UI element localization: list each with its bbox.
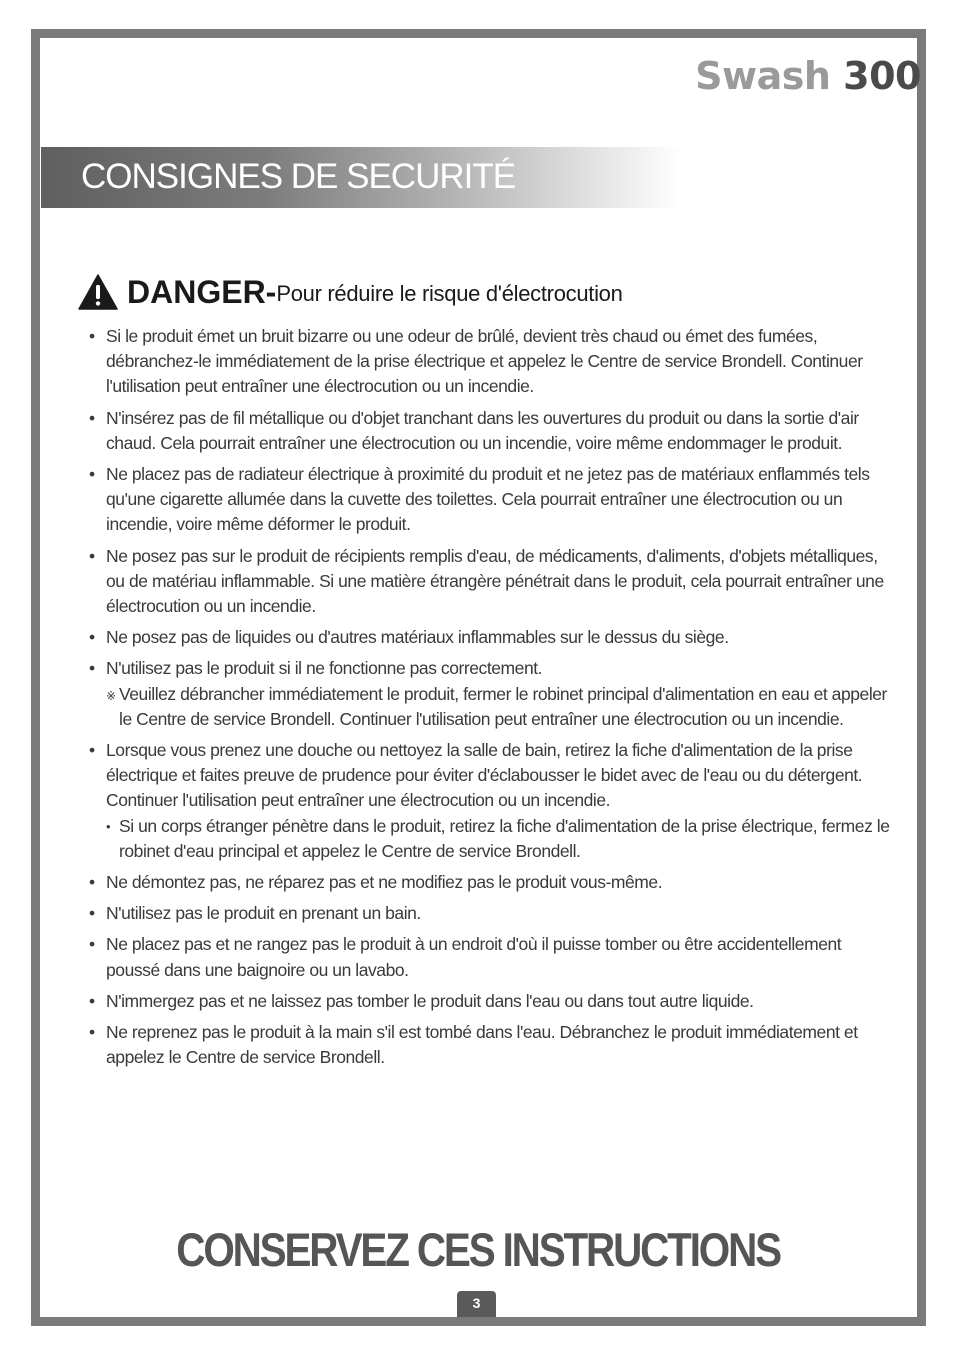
danger-subtitle: Pour réduire le risque d'électrocution bbox=[276, 281, 623, 306]
list-item: • Lorsque vous prenez une douche ou nettoyez la salle de bain, retirez la fiche d'alimentation de la prise électrique et faites preuve de prudence pour éviter d'éclabousser le bidet avec de l'eau ou du détergent. Continuer l'utilisation peut entraîner une électrocution ou un incendie. • Si un corps étranger pénètre dans le produit, retirez la fiche d'alimentation de la prise électrique, fermez le robinet d'eau principal et appelez le Centre de service Brondell. bbox=[89, 738, 899, 864]
footer-title: CONSERVEZ CES INSTRUCTIONS bbox=[176, 1223, 780, 1276]
list-item: • N'utilisez pas le produit si il ne fonctionne pas correctement. ※ Veuillez débrancher immédiatement le produit, fermer le robinet principal d'alimentation en eau et appeler le Centre de service Brondell. Continuer l'utilisation peut entraîner une électrocution ou un incendie. bbox=[89, 656, 899, 732]
list-item: • N'immergez pas et ne laissez pas tomber le produit dans l'eau ou dans tout autre liquide. bbox=[89, 989, 899, 1014]
list-item-sub: • Si un corps étranger pénètre dans le produit, retirez la fiche d'alimentation de la prise électrique, fermez le robinet d'eau principal et appelez le Centre de service Brondell. bbox=[106, 815, 890, 861]
list-item: • Ne reprenez pas le produit à la main s'il est tombé dans l'eau. Débranchez le produit immédiatement et appelez le Centre de service Brondell. bbox=[89, 1020, 899, 1070]
warning-triangle-icon bbox=[78, 274, 118, 310]
brand-name: Swash bbox=[695, 54, 831, 98]
brand-model: 300 bbox=[843, 54, 921, 98]
list-item-note: ※ Veuillez débrancher immédiatement le produit, fermer le robinet principal d'alimentation en eau et appeler le Centre de service Brondell. Continuer l'utilisation peut entraîner une électrocution ou un incendie. bbox=[106, 683, 887, 729]
section-banner bbox=[41, 147, 681, 208]
list-item: • Ne placez pas de radiateur électrique à proximité du produit et ne jetez pas de matériaux enflammés tels qu'une cigarette allumée dans la cuvette des toilettes. Cela pourrait entraîner une électrocution ou un incendie, voire même déformer le produit. bbox=[89, 462, 899, 538]
list-item: • Si le produit émet un bruit bizarre ou une odeur de brûlé, devient très chaud ou émet des fumées, débranchez-le immédiatement de la prise électrique et appelez le Centre de service Brondell. Continuer l'utilisation peut entraîner une électrocution ou un incendie. bbox=[89, 324, 899, 400]
danger-heading bbox=[78, 270, 623, 310]
list-item: • Ne placez pas et ne rangez pas le produit à un endroit d'où il puisse tomber ou être accidentellement poussé dans une baignoire ou un lavabo. bbox=[89, 932, 899, 982]
safety-list bbox=[89, 324, 899, 1076]
sub-bullet: • bbox=[106, 818, 111, 834]
list-item: • N'utilisez pas le produit en prenant un bain. bbox=[89, 901, 899, 926]
list-item: • Ne démontez pas, ne réparez pas et ne modifiez pas le produit vous-même. bbox=[89, 870, 899, 895]
page-number: 3 bbox=[457, 1291, 496, 1317]
list-item: • Ne posez pas de liquides ou d'autres matériaux inflammables sur le dessus du siège. bbox=[89, 625, 899, 650]
list-item: • Ne posez pas sur le produit de récipients remplis d'eau, de médicaments, d'aliments, d'objets métalliques, ou de matériau inflammable. Si une matière étrangère pénétrait dans le produit, cela pourrait entraîner une électrocution ou un incendie. bbox=[89, 544, 899, 620]
note-mark: ※ bbox=[106, 688, 116, 703]
section-title: CONSIGNES DE SECURITÉ bbox=[81, 157, 516, 196]
danger-label: DANGER- bbox=[127, 274, 277, 310]
brand-logo bbox=[695, 54, 921, 98]
list-item: • N'insérez pas de fil métallique ou d'objet tranchant dans les ouvertures du produit ou dans la sortie d'air chaud. Cela pourrait entraîner une électrocution ou un incendie, voire même endommager le produit. bbox=[89, 406, 899, 456]
